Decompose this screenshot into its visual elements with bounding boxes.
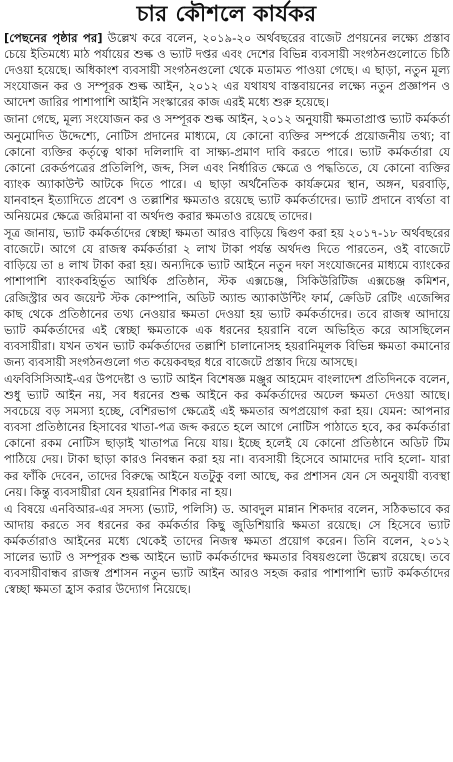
article-body — [0, 30, 453, 597]
continuation-tag: [পেছনের পৃষ্ঠার পর] — [4, 31, 103, 45]
paragraph-2: জানা গেছে, মূল্য সংযোজন কর ও সম্পূরক শুল্ক আইন, ২০১২ অনুযায়ী ক্ষমতাপ্রাপ্ত ভ্যাট কর্মকর্তা অনুমোদিত উদ্দেশ্যে, নোটিস প্রদানের মাধ্যমে, যে কোনো ব্যক্তির সম্পর্কে প্রয়োজনীয় তথ্য; বা কোনো ব্যক্তির কর্তৃত্বে থাকা দলিলাদি বা সাক্ষ্য-প্রমাণ দাবি করতে পারে। ভ্যাট কর্মকর্তারা যে কোনো রেকর্ডপত্রের প্রতিলিপি, জব্দ, সিল এবং নির্ধারিত ক্ষেত্রে ও পদ্ধতিতে, যে কোনো ব্যক্তির ব্যাংক অ্যাকাউন্ট আটকে দিতে পারে। এ ছাড়া অর্থনৈতিক কার্যক্রমের স্থান, অঙ্গন, ঘরবাড়ি, যানবাহন ইত্যাদিতে প্রবেশ ও তল্লাশির ক্ষমতাও রয়েছে ভ্যাট কর্মকর্তাদের। ভ্যাট প্রদানে ব্যর্থতা বা অনিয়মের ক্ষেত্রে জরিমানা বা অর্থদণ্ড করার ক্ষমতাও রয়েছে তাদের। — [4, 112, 450, 224]
paragraph-3: সূত্র জানায়, ভ্যাট কর্মকর্তাদের স্বেচ্ছা ক্ষমতা আরও বাড়িয়ে দ্বিগুণ করা হয় ২০১৭-১৮ অর্থবছরের বাজেটে। আগে যে রাজস্ব কর্মকর্তারা ২ লাখ টাকা পর্যন্ত অর্থদণ্ড দিতে পারতেন, ওই বাজেটে বাড়িয়ে তা ৪ লাখ টাকা করা হয়। অন্যদিকে ভ্যাট আইনে নতুন দফা সংযোজনের মাধ্যমে ব্যাংকের পাশাপাশি ব্যাংকবহির্ভূত আর্থিক প্রতিষ্ঠান, স্টক এক্সচেঞ্জ, সিকিউরিটিজ এক্সচেঞ্জ কমিশন, রেজিস্ট্রার অব জয়েন্ট স্টক কোম্পানি, অডিট অ্যান্ড অ্যাকাউন্টিং ফার্ম, ক্রেডিট রেটিং এজেন্সির কাছ থেকে প্রতিষ্ঠানের তথ্য নেওয়ার ক্ষমতা দেওয়া হয় ভ্যাট কর্মকর্তাদের। তবে রাজস্ব আদায়ে ভ্যাট কর্মকর্তাদের এই স্বেচ্ছা ক্ষমতাকে এক ধরনের হয়রানি বলে অভিহিত করে আসছিলেন ব্যবসায়ীরা। যখন তখন ভ্যাট কর্মকর্তাদের তল্লাশি চালানোসহ হয়রানিমূলক বিভিন্ন ক্ষমতা কমানোর জন্য ব্যবসায়ী সংগঠনগুলো গত কয়েকবছর ধরে বাজেটে প্রস্তাব দিয়ে আসছে। — [4, 226, 450, 369]
paragraph-4: এফবিসিসিআই-এর উপদেষ্টা ও ভ্যাট আইন বিশেষজ্ঞ মঞ্জুর আহমেদ বাংলাদেশ প্রতিদিনকে বলেন, শুধু ভ্যাট আইন নয়, সব ধরনের শুল্ক আইনে কর কর্মকর্তাদের অঢেল ক্ষমতা দেওয়া আছে। সবচেয়ে বড় সমস্যা হচ্ছে, বেশিরভাগ ক্ষেত্রেই এই ক্ষমতার অপপ্রয়োগ করা হয়। যেমন: আপনার ব্যবসা প্রতিষ্ঠানের হিসাবের খাতা-পত্র জব্দ করতে হলে আগে নোটিস পাঠাতে হবে, কর কর্মকর্তারা কোনো রকম নোটিস ছাড়াই খাতাপত্র নিয়ে যায়। ইচ্ছে হলেই যে কোনো প্রতিষ্ঠানে অডিট টিম পাঠিয়ে দেয়। টাকা ছাড়া কারও নিবন্ধন করা হয় না। ব্যবসায়ী হিসেবে আমাদের দাবি হলো- যারা কর ফাঁকি দেবেন, তাদের বিরুদ্ধে আইনে যতটুকু বলা আছে, কর প্রশাসন যেন সে অনুযায়ী ব্যবস্থা নেয়। কিন্তু ব্যবসায়ীরা যেন হয়রানির শিকার না হয়। — [4, 371, 450, 499]
paragraph-1 — [4, 30, 450, 110]
headline: চার কৌশলে কার্যকর — [136, 2, 317, 27]
paragraph-1-text: উল্লেখ করে বলেন, ২০১৯-২০ অর্থবছরের বাজেট প্রণয়নের লক্ষ্যে প্রস্তাব চেয়ে ইতিমধ্যে মাঠ পর্যায়ের শুল্ক ও ভ্যাট দপ্তর এবং দেশের বিভিন্ন ব্যবসায়ী সংগঠনগুলোতে চিঠি দেওয়া হয়েছে। অধিকাংশ ব্যবসায়ী সংগঠনগুলো থেকে মতামত পাওয়া গেছে। এ ছাড়া, নতুন মূল্য সংযোজন কর ও সম্পূরক শুল্ক আইন, ২০১২ এর যথাযথ বাস্তবায়নের লক্ষ্যে নতুন প্রজ্ঞাপন ও আদেশ জারির পাশাপাশি আইনি সংস্কারের কাজ এরই মধ্যে শুরু হয়েছে। — [4, 31, 451, 110]
paragraph-5: এ বিষয়ে এনবিআর-এর সদস্য (ভ্যাট, পলিসি) ড. আবদুল মান্নান শিকদার বলেন, সঠিকভাবে কর আদায় করতে সব ধরনের কর কর্মকর্তার কিছু জুডিশিয়ারি ক্ষমতা রয়েছে। সে হিসেবে ভ্যাট কর্মকর্তারাও আইনের মধ্যে থেকেই তাদের নিজস্ব ক্ষমতা প্রয়োগ করেন। তিনি বলেন, ২০১২ সালের ভ্যাট ও সম্পূরক শুল্ক আইনে ভ্যাট কর্মকর্তাদের ক্ষমতার বিষয়গুলো উল্লেখ রয়েছে। তবে ব্যবসায়ীবান্ধব রাজস্ব প্রশাসন নতুন ভ্যাট আইন আরও সহজ করার পাশাপাশি ভ্যাট কর্মকর্তাদের স্বেচ্ছা ক্ষমতা হ্রাস করার উদ্যোগ নিয়েছে। — [4, 501, 450, 597]
